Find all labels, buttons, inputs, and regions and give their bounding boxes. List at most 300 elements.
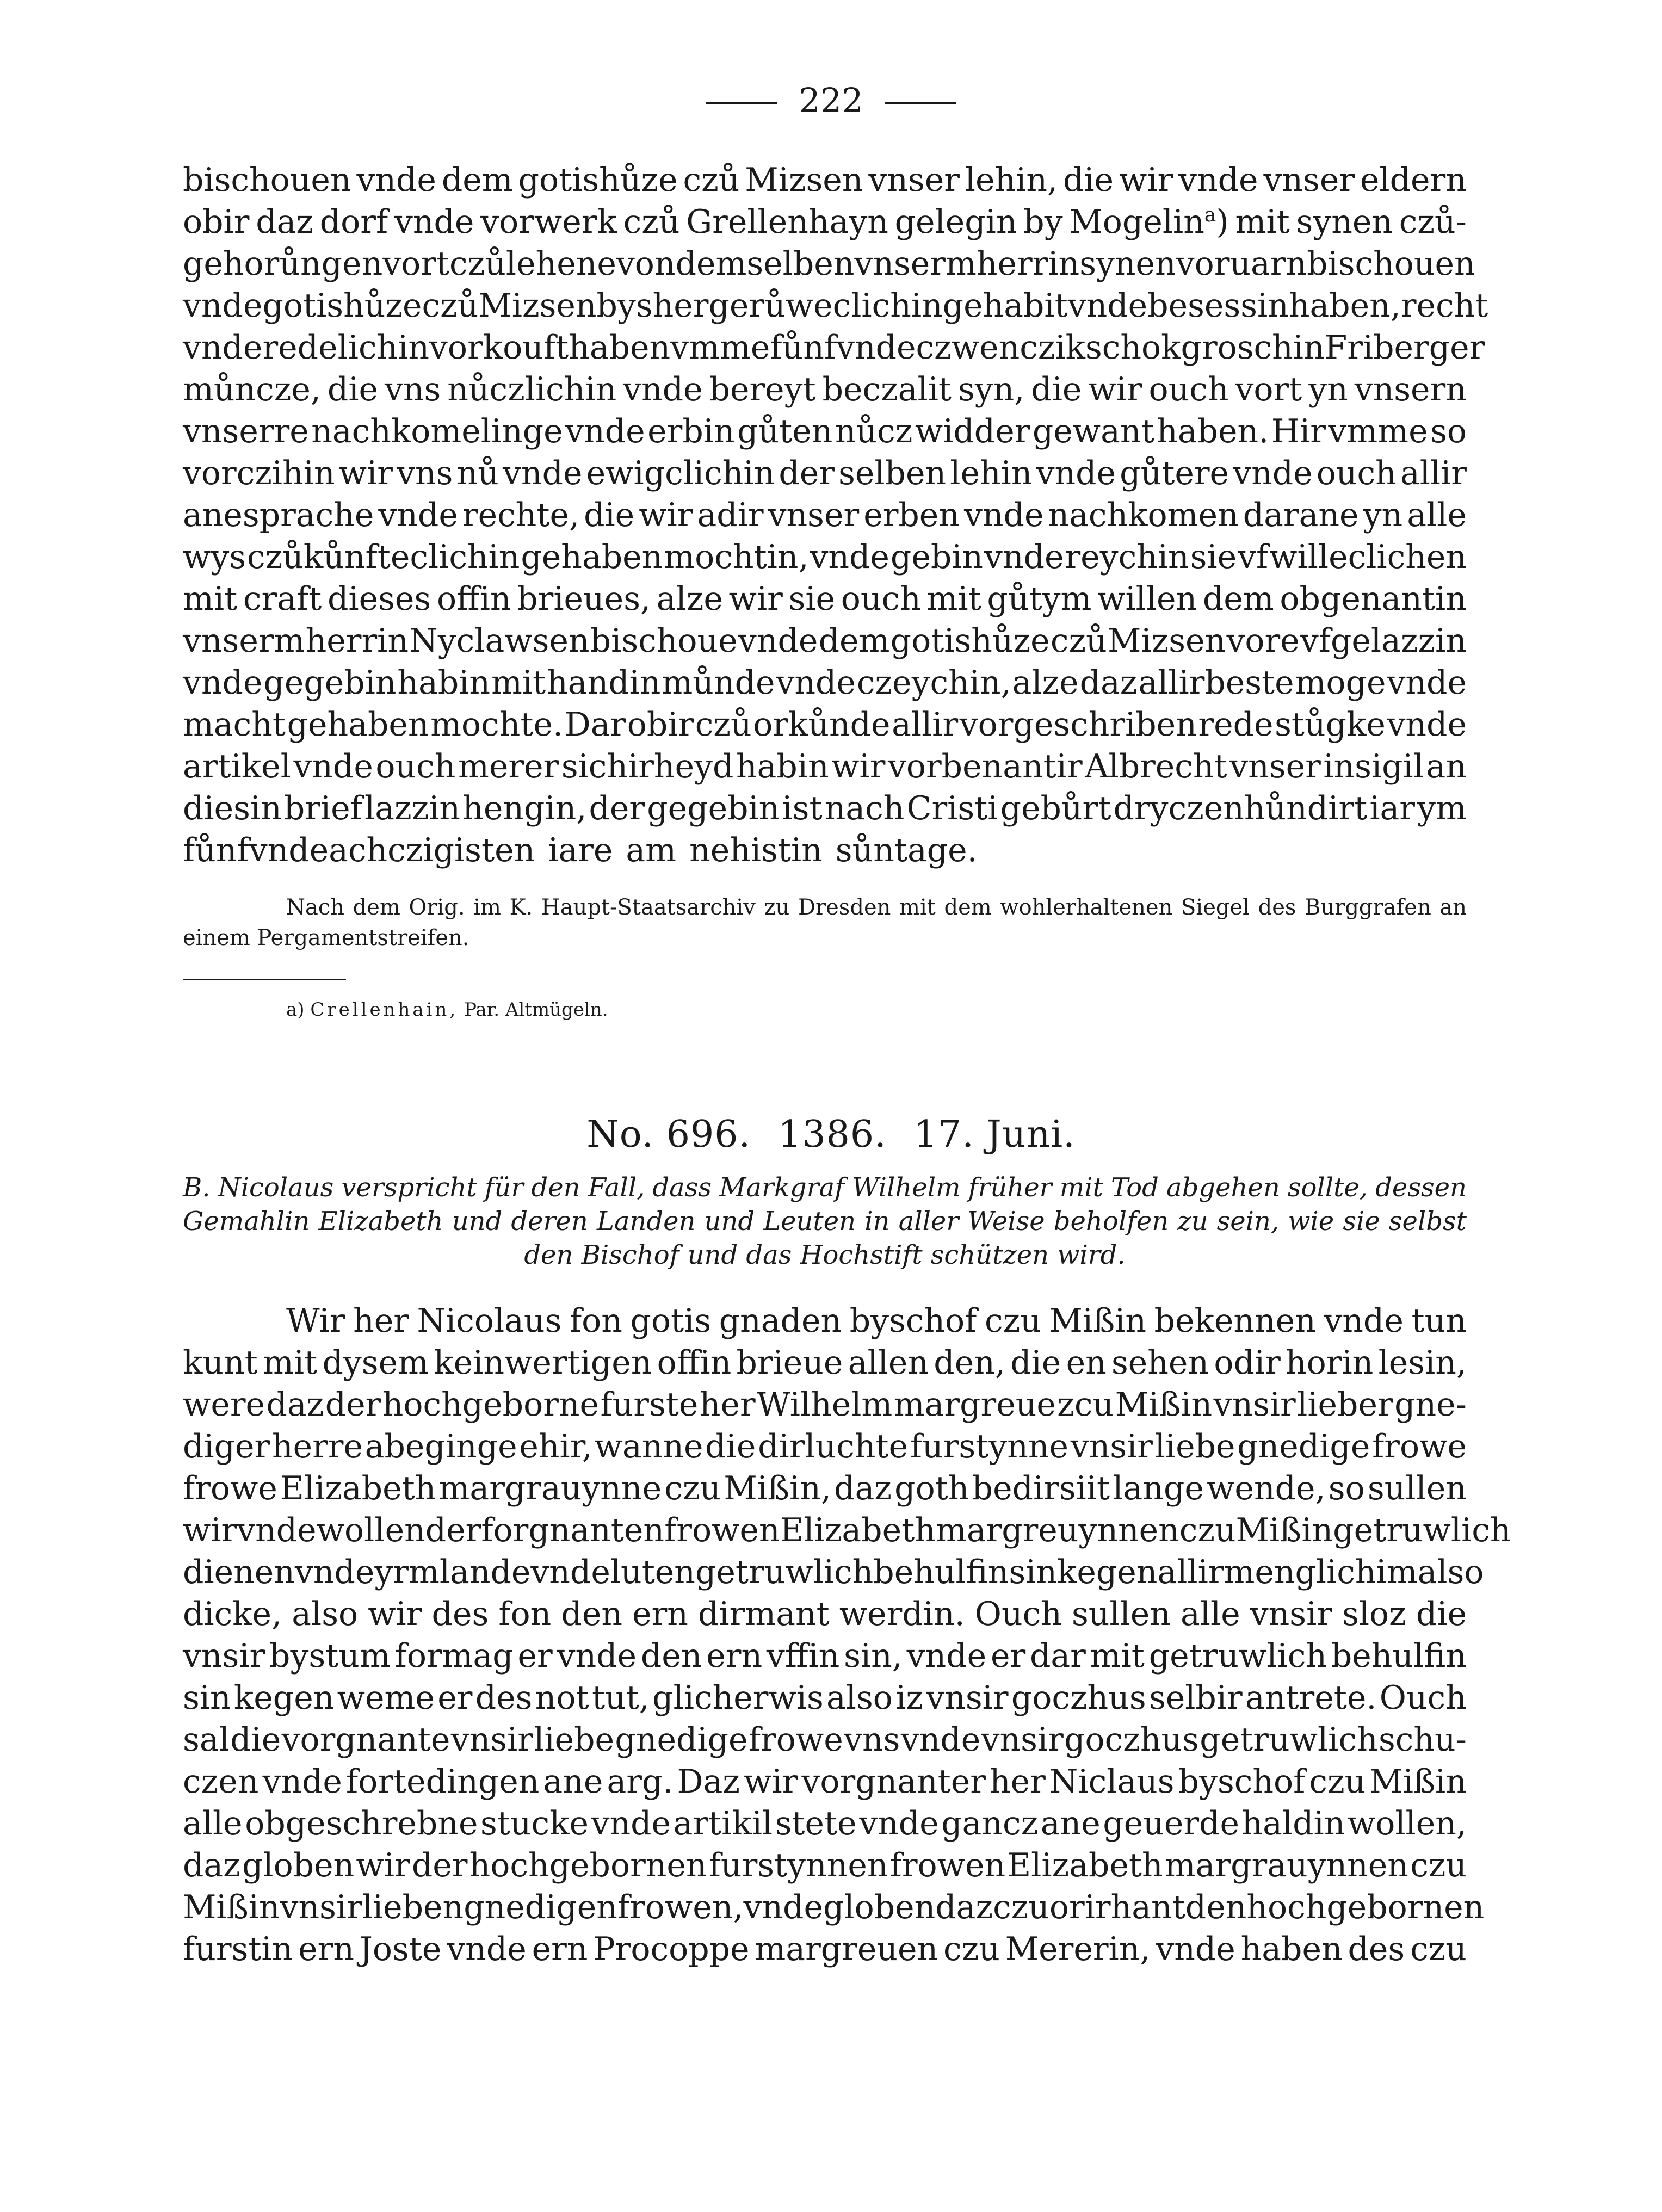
word: vns	[397, 454, 453, 492]
word: were	[183, 1386, 265, 1424]
text-line	[183, 536, 1467, 578]
word: allir	[1400, 454, 1467, 492]
word: gelegin	[894, 203, 1017, 241]
word: ouch	[841, 580, 921, 618]
word: B.	[183, 1172, 211, 1203]
word: vns	[844, 1721, 900, 1759]
word: alze	[1012, 664, 1079, 702]
word: ern	[532, 1930, 588, 1968]
word: artikil	[673, 1805, 773, 1843]
word: vnde	[262, 1763, 342, 1801]
word: allirbeste	[1138, 664, 1294, 702]
text-line	[183, 243, 1475, 285]
word: gotishůze	[890, 622, 1050, 660]
word: frowen	[664, 1511, 780, 1549]
word: tun	[1411, 1302, 1467, 1340]
word: margreue	[893, 1386, 1056, 1424]
word: Procoppe	[593, 1930, 750, 1968]
word: behulfin	[1331, 1637, 1467, 1675]
word: lehene	[505, 245, 616, 283]
word: byschof	[1178, 1763, 1306, 1801]
word: czů	[422, 287, 479, 325]
word: alle	[183, 1805, 243, 1843]
word: gegebin	[647, 789, 780, 827]
word: sin,	[844, 1637, 903, 1675]
word: getruwlich	[695, 1553, 874, 1591]
word: fortedingen	[346, 1763, 540, 1801]
footnote-parish: Par. Altmügeln.	[464, 999, 608, 1021]
word: wir	[728, 580, 783, 618]
text-line	[183, 620, 1467, 662]
word: yn	[1363, 496, 1403, 534]
word: vnde	[294, 1553, 375, 1591]
word: obir	[627, 706, 694, 744]
word: nůczlichin	[447, 370, 617, 409]
word: Elizabeth	[1007, 1846, 1163, 1884]
footnote-marker: a)	[286, 999, 305, 1021]
word: vnde	[557, 1637, 637, 1675]
word: vnde	[183, 664, 263, 702]
word: recht	[1400, 287, 1488, 325]
word: also	[292, 1595, 359, 1633]
word: adir	[697, 496, 764, 534]
word: dass	[652, 1172, 712, 1203]
word: vnde	[1036, 454, 1116, 492]
word: wir	[639, 496, 693, 534]
word: Fall,	[588, 1172, 645, 1203]
word: vorbenantir	[887, 747, 1083, 786]
word: moge	[1295, 664, 1386, 702]
header-rule-left	[706, 102, 777, 104]
source-note: Nach dem Orig. im K. Haupt-Staatsarchiv zu Dresden mit dem wohlerhaltenen Siegel des Burggrafen an einem Pergamentstreifen.	[183, 895, 1467, 950]
word: Gemahlin	[183, 1206, 310, 1237]
word: vnde	[530, 1553, 610, 1591]
word: nachkomelinge	[311, 412, 563, 450]
word: sie	[1190, 538, 1237, 576]
word: sin	[183, 1679, 231, 1717]
word: czů	[623, 203, 680, 241]
word: bereyt	[709, 370, 816, 409]
word: vnsir	[183, 1637, 265, 1675]
word: vnde	[900, 1721, 981, 1759]
word: czu	[1410, 1846, 1467, 1884]
word: vnde	[964, 496, 1044, 534]
word: und	[704, 1206, 755, 1237]
word: czu	[1410, 1930, 1467, 1968]
word: goczhus	[1064, 1721, 1199, 1759]
word: selben	[746, 245, 855, 283]
word: vnde	[378, 496, 458, 534]
word: gůtym	[987, 580, 1092, 618]
text-line-with-footnote-ref	[183, 201, 1467, 243]
word: Cristi	[906, 789, 998, 827]
word: am	[626, 831, 677, 869]
text-line	[183, 1635, 1467, 1677]
text-line	[183, 1426, 1467, 1468]
text-line	[183, 788, 1467, 830]
word: vmme	[670, 329, 770, 367]
word: liebe	[1154, 1428, 1235, 1466]
document-year: 1386.	[778, 1113, 887, 1156]
word: bischouen	[183, 161, 351, 199]
word: rede	[1198, 706, 1274, 744]
word: selbir	[1148, 1679, 1243, 1717]
word: mit	[926, 580, 981, 618]
summary-line: den Bischof und das Hochstift schützen wird.	[524, 1240, 1126, 1270]
word: fon	[498, 1595, 552, 1633]
word: besessin	[1147, 287, 1289, 325]
word: getruwlich	[1148, 1637, 1327, 1675]
word: forgnanten	[481, 1511, 665, 1549]
text-line	[183, 495, 1467, 536]
word: willeclichen	[1269, 538, 1467, 576]
text-line	[183, 1887, 1485, 1929]
word: der	[411, 1846, 468, 1884]
word: von	[616, 245, 676, 283]
word: Dar	[564, 706, 626, 744]
text-line	[183, 704, 1467, 746]
word: erben	[863, 496, 960, 534]
word: nach	[824, 789, 905, 827]
word: czeychin,	[856, 664, 1011, 702]
footnote-reference: a	[1204, 204, 1216, 226]
word: früher	[968, 1172, 1052, 1203]
word: vort	[382, 245, 450, 283]
word: glicherwis	[652, 1679, 824, 1717]
word: gotishůze	[518, 161, 678, 199]
word: schok	[1085, 329, 1181, 367]
word: hant	[1110, 1888, 1185, 1926]
word: haben,	[1288, 287, 1401, 325]
word: widder	[915, 412, 1030, 450]
word: vnsern	[1354, 370, 1467, 409]
word: dieses	[328, 580, 431, 618]
word: so	[1328, 1469, 1365, 1507]
word: schu-	[1378, 1721, 1467, 1759]
word: abeginge	[364, 1428, 517, 1466]
word: vnserm	[854, 245, 977, 283]
word: not	[535, 1679, 589, 1717]
word: gehaben	[521, 538, 663, 576]
word: Mißin	[1369, 1763, 1467, 1801]
word: obgeschrebne	[245, 1805, 478, 1843]
word: vnser	[1263, 161, 1355, 199]
word: dem	[818, 622, 890, 660]
word: herre	[271, 1428, 363, 1466]
word: vnde	[906, 1637, 987, 1675]
word: anesprache	[183, 496, 374, 534]
word: lieber	[1297, 1386, 1393, 1424]
word: lande	[439, 1553, 531, 1591]
word: lazzin	[364, 789, 461, 827]
word: ouch	[1148, 370, 1229, 409]
word: Elizabeth	[280, 1469, 436, 1507]
word: gebin	[890, 538, 984, 576]
header-rule-right	[885, 102, 956, 104]
word: vnsir	[926, 1679, 1009, 1717]
word: vnde	[743, 1888, 823, 1926]
word: redelichin	[262, 329, 430, 367]
word: und	[452, 1206, 503, 1237]
text-line	[183, 1803, 1467, 1845]
word: rechte,	[462, 496, 580, 534]
word: er	[517, 1637, 553, 1675]
word: vnde	[1387, 706, 1467, 744]
word: kunt	[183, 1344, 258, 1382]
word: der	[325, 1386, 381, 1424]
word: Nyclawsen	[409, 622, 590, 660]
word: wir	[183, 1511, 237, 1549]
document-text	[183, 1300, 1511, 1970]
word: sin	[1009, 1553, 1057, 1591]
word: den	[531, 1172, 580, 1203]
word: vorkouft	[429, 329, 569, 367]
text-line	[183, 1300, 1467, 1342]
word: reychin	[1065, 538, 1189, 576]
word: also	[826, 1679, 893, 1717]
word: czů-	[1399, 203, 1467, 241]
word: vorgeschriben	[959, 706, 1197, 744]
word: margreuen	[755, 1930, 938, 1968]
word: gancz	[941, 1805, 1039, 1843]
word: vnde	[394, 203, 474, 241]
word: haben.	[1157, 412, 1269, 450]
word: daz	[183, 1846, 240, 1884]
word: Landen	[596, 1206, 696, 1237]
word: vfgelazzin	[1300, 622, 1467, 660]
word: sie	[1343, 1206, 1380, 1237]
word: wir	[744, 1763, 798, 1801]
word: alle	[1181, 1595, 1240, 1633]
footnote	[286, 997, 608, 1023]
word: czu	[993, 1888, 1049, 1926]
word: czen	[183, 1763, 259, 1801]
text-line	[183, 1384, 1467, 1426]
word: allen	[848, 1344, 929, 1382]
word: Mißin	[1049, 1302, 1146, 1340]
text-line	[183, 159, 1467, 201]
word: czů	[695, 706, 752, 744]
word: ern	[706, 1637, 763, 1675]
word: behulfin	[873, 1553, 1009, 1591]
word: lange	[1113, 1469, 1204, 1507]
word: wie	[1288, 1206, 1334, 1237]
word: sehen	[1111, 1344, 1209, 1382]
word: ym	[1417, 789, 1467, 827]
word: bedirsiit	[972, 1469, 1110, 1507]
word: wir	[1119, 161, 1173, 199]
word: hengin,	[462, 789, 587, 827]
word: ane	[1040, 1805, 1101, 1843]
word: odir	[1214, 1344, 1281, 1382]
word: keinwertigen	[434, 1344, 652, 1382]
word: vnde	[1324, 1302, 1404, 1340]
word: herrin	[305, 622, 409, 660]
word: furste	[600, 1386, 699, 1424]
word: mit	[1235, 203, 1290, 241]
word: Ouch	[1379, 1679, 1467, 1717]
word: Markgraf	[719, 1172, 845, 1203]
word: Mizsen	[745, 161, 863, 199]
word: bischoue	[590, 622, 738, 660]
page-number: 222	[799, 81, 863, 120]
word: allirmenglichim	[1157, 1553, 1418, 1591]
word: syn,	[957, 370, 1025, 409]
word: habin	[736, 747, 829, 786]
word: wir	[368, 1595, 422, 1633]
word: vnde	[810, 538, 889, 576]
word: sichirheyd	[561, 747, 734, 786]
word: sullen	[1367, 1469, 1467, 1507]
word: obir	[183, 203, 250, 241]
word: formag	[394, 1637, 514, 1675]
word: brieue	[736, 1344, 843, 1382]
word: stůgke	[1275, 706, 1386, 744]
word: des	[1348, 1930, 1405, 1968]
word: globen	[823, 1888, 936, 1926]
document-number: No. 696.	[586, 1113, 751, 1156]
word: vorgnante	[281, 1721, 450, 1759]
word: vnde	[293, 747, 373, 786]
word: beholfen	[1053, 1206, 1169, 1237]
word: fůnfvndeczwenczik	[770, 329, 1086, 367]
word: mit	[1059, 1172, 1103, 1203]
word: habin	[397, 664, 491, 702]
document-date: 17. Juni.	[913, 1113, 1076, 1156]
word: furstynnen	[708, 1846, 888, 1884]
word: gnedige	[1237, 1428, 1370, 1466]
word: orkůnde	[753, 706, 891, 744]
word: die	[1062, 161, 1114, 199]
word: handin	[547, 664, 661, 702]
word: dirmant	[698, 1595, 830, 1633]
word: selbst	[1388, 1206, 1467, 1237]
word: verspricht	[341, 1172, 477, 1203]
word: vnde	[1387, 664, 1467, 702]
word: hochgebornen	[469, 1846, 707, 1884]
word: die	[1010, 1344, 1061, 1382]
word: gehorůngen	[183, 245, 383, 283]
word: selben	[838, 454, 947, 492]
word: Daz	[677, 1763, 740, 1801]
word: sein,	[1216, 1206, 1280, 1237]
word: artikel	[183, 747, 291, 786]
word: zcu	[1057, 1386, 1114, 1424]
word: byschof	[849, 1302, 977, 1340]
word: vnde	[447, 1930, 527, 1968]
word: her	[652, 287, 709, 325]
word: craft	[243, 580, 322, 618]
word: her	[989, 1763, 1046, 1801]
word: margreuynnen	[935, 1511, 1179, 1549]
text-line	[183, 1510, 1511, 1552]
word: vnde	[1178, 161, 1258, 199]
word: für	[484, 1172, 524, 1203]
word: wende,	[1207, 1469, 1326, 1507]
word: Ouch	[974, 1595, 1062, 1633]
word: Weise	[967, 1206, 1045, 1237]
word: vort	[1235, 370, 1302, 409]
word: gotis	[630, 1302, 712, 1340]
text-line	[183, 1468, 1467, 1510]
word: wollen	[316, 1511, 425, 1549]
word: die	[230, 1721, 281, 1759]
word: globen	[242, 1846, 355, 1884]
word: diger	[183, 1428, 270, 1466]
word: vnde	[237, 1511, 317, 1549]
footnote-place: Crellenhain,	[310, 999, 459, 1021]
word: frowe	[1372, 1428, 1467, 1466]
word: sollte,	[1287, 1172, 1368, 1203]
word: vnde	[183, 287, 263, 325]
word: kegen	[1056, 1553, 1158, 1591]
text-line-last	[183, 830, 1467, 872]
word: gebůrt	[1000, 789, 1111, 827]
word: brieues,	[517, 580, 651, 618]
word: hochgebornen	[1246, 1888, 1485, 1926]
word: mochtin,	[664, 538, 809, 576]
text-line	[183, 1593, 1467, 1635]
word: der	[779, 454, 835, 492]
word: merer	[458, 747, 559, 786]
word: den,	[934, 1344, 1005, 1382]
text-line	[183, 327, 1485, 369]
word: macht	[183, 706, 286, 744]
word: synen	[1296, 203, 1393, 241]
word: vore	[1226, 622, 1300, 660]
word: dorf	[319, 203, 388, 241]
word: můnde	[662, 664, 775, 702]
word: daz	[256, 203, 313, 241]
summary-line	[183, 1171, 1467, 1204]
word: wir	[831, 747, 886, 786]
word: iz	[895, 1679, 924, 1717]
word: lehin,	[965, 161, 1058, 199]
word: nů	[456, 454, 499, 492]
word: willen	[1097, 580, 1197, 618]
word: ouch	[1316, 454, 1397, 492]
word: Mißin	[183, 1888, 280, 1926]
word: ern	[298, 1930, 354, 1968]
word: frowe	[183, 1469, 277, 1507]
word: lesin,	[1378, 1344, 1467, 1382]
word: vnsir	[1070, 1428, 1153, 1466]
word: dryczenhůndirt	[1113, 789, 1368, 827]
word: dessen	[1375, 1172, 1467, 1203]
word: bystum	[269, 1637, 391, 1675]
word: czu	[1179, 1511, 1236, 1549]
word: des	[431, 1595, 489, 1633]
word: diesin	[183, 789, 282, 827]
word: sal	[183, 1721, 230, 1759]
footnote-rule	[183, 979, 346, 980]
word: bischouen	[1307, 245, 1475, 283]
word: dem	[1202, 580, 1274, 618]
word: aller	[898, 1206, 959, 1237]
word: Mererin,	[1005, 1930, 1151, 1968]
word: antrete.	[1245, 1679, 1377, 1717]
word: Elizabeth	[318, 1206, 443, 1237]
word: lehin	[950, 454, 1033, 492]
word: getruwlich	[1333, 1511, 1511, 1549]
word: sloz	[1342, 1595, 1406, 1633]
word: stucke	[480, 1805, 589, 1843]
text-line	[183, 1677, 1467, 1719]
word: also	[1417, 1553, 1484, 1591]
word: můncze,	[183, 370, 321, 409]
word: daz	[1079, 664, 1138, 702]
word: Grellenhayn	[686, 203, 888, 241]
